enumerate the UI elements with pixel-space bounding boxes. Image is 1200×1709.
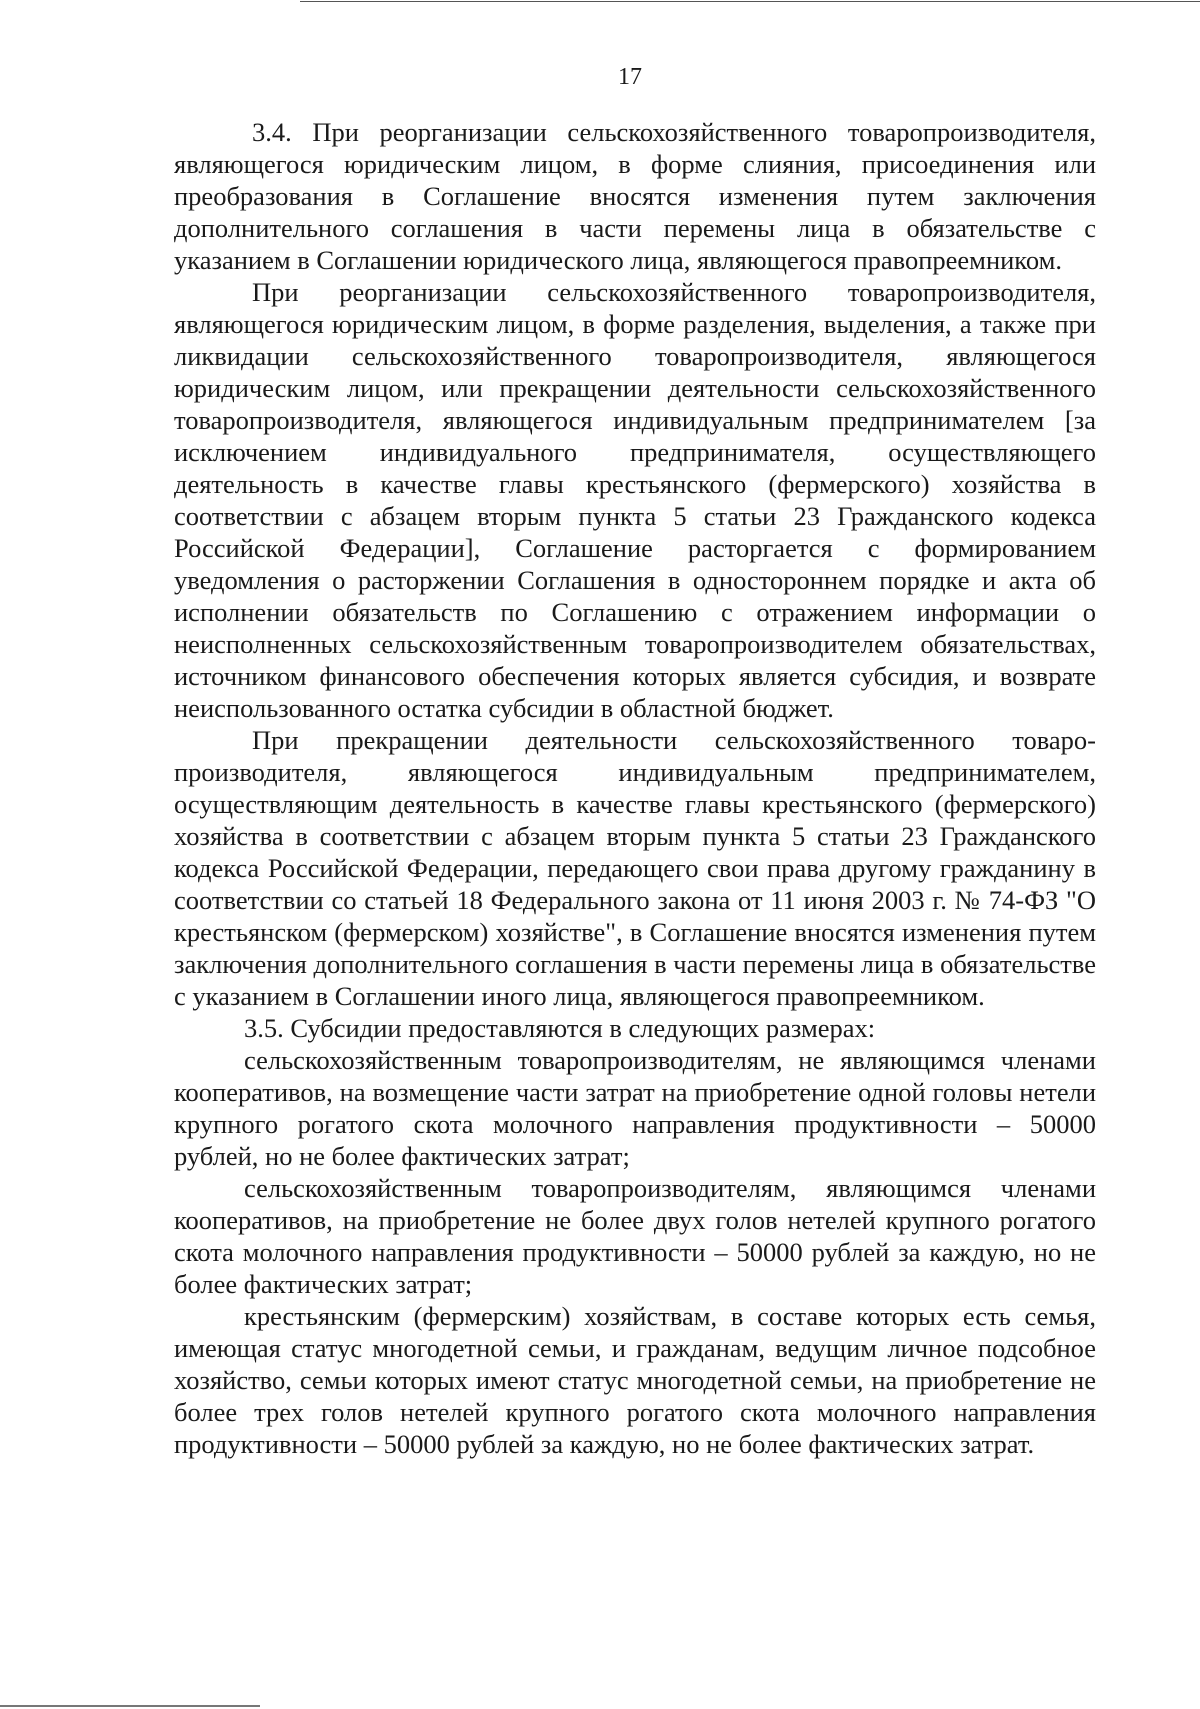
paragraph-non-cooperative-subsidy: сельскохозяйственным товаропроизводителям, не являющимся членами кооперативов, на возмещение части затрат на приобретение одной головы нетели крупного рогатого скота молочного направления продуктивности – 50000 рублей, но не более фактических затрат; (174, 1045, 1096, 1171)
scan-top-edge (300, 1, 1200, 2)
paragraph-reorganization-termination: При реорганизации сельскохозяйственного товаропроизводителя, являющегося юридическим лицом, в форме разделения, выделения, а также при ликвидации сельскохозяйственного товаропроизводителя, являющегося юридическим лицом, или прекращении деятельности сельскохозяйственного товаропроизводителя, являющегося индивидуальным предпринимателем [за исключением индивидуального предпринимателя, осуществляющего деятельность в качестве главы крестьянского (фермерского) хозяйства в соответствии с абзацем вторым пункта 5 статьи 23 Гражданского кодекса Российской Федерации], Соглашение расторгается с формированием уведомления о расторжении Соглашения в одностороннем порядке и акта об исполнении обязательств по Соглашению с отражением информации о неисполненных сельскохозяйственным товаропроизводителем обязательствах, источником финансового обеспечения которых является субсидия, и возврате неиспользованного остатка субсидии в областной бюджет. (174, 277, 1096, 723)
paragraph-large-family-subsidy: крестьянским (фермерским) хозяйствам, в составе которых есть семья, имеющая статус многодетной семьи, и гражданам, ведущим личное подсобное хозяйство, семьи которых имеют статус многодетной семьи, на приобретение не более трех голов нетелей крупного рогатого скота молочного направления продуктивности – 50000 рублей за каждую, но не более фактических затрат. (174, 1301, 1096, 1459)
paragraph-cooperative-subsidy: сельскохозяйственным товаропроизводителям, являющимся членами кооперативов, на приобретение не более двух голов нетелей крупного рогатого скота молочного направления продуктивности – 50000 рублей за каждую, но не более фактических затрат; (174, 1173, 1096, 1299)
page-number: 17 (618, 64, 642, 90)
paragraph-farm-head-termination: При прекращении деятельности сельскохозяйственного товаропроизводителя, являющегося индивидуальным предпринимателем, осуществляющим деятельность в качестве главы крестьянского (фермерского) хозяйства в соответствии с абзацем вторым пункта 5 статьи 23 Гражданского кодекса Российской Федерации, передающего свои права другому гражданину в соответствии со статьей 18 Федерального закона от 11 июня 2003 г. № 74-ФЗ "О крестьянском (фермерском) хозяйстве", в Соглашение вносятся изменения путем заключения дополнительного соглашения в части перемены лица в обязательстве с указанием в Соглашении иного лица, являющегося правопреемником. (174, 725, 1096, 1011)
paragraph-3-5: 3.5. Субсидии предоставляются в следующих размерах: (244, 1013, 876, 1043)
scan-bottom-edge (0, 1705, 260, 1707)
document-body (174, 116, 1096, 1460)
paragraph-3-4: 3.4. При реорганизации сельскохозяйственного товаропроизводителя, являющегося юридическим лицом, в форме слияния, присоединения или преобразования в Соглашение вносятся изменения путем заключения дополнительного соглашения в части перемены лица в обязательстве с указанием в Соглашении юридического лица, являющегося правопреемником. (174, 117, 1096, 275)
